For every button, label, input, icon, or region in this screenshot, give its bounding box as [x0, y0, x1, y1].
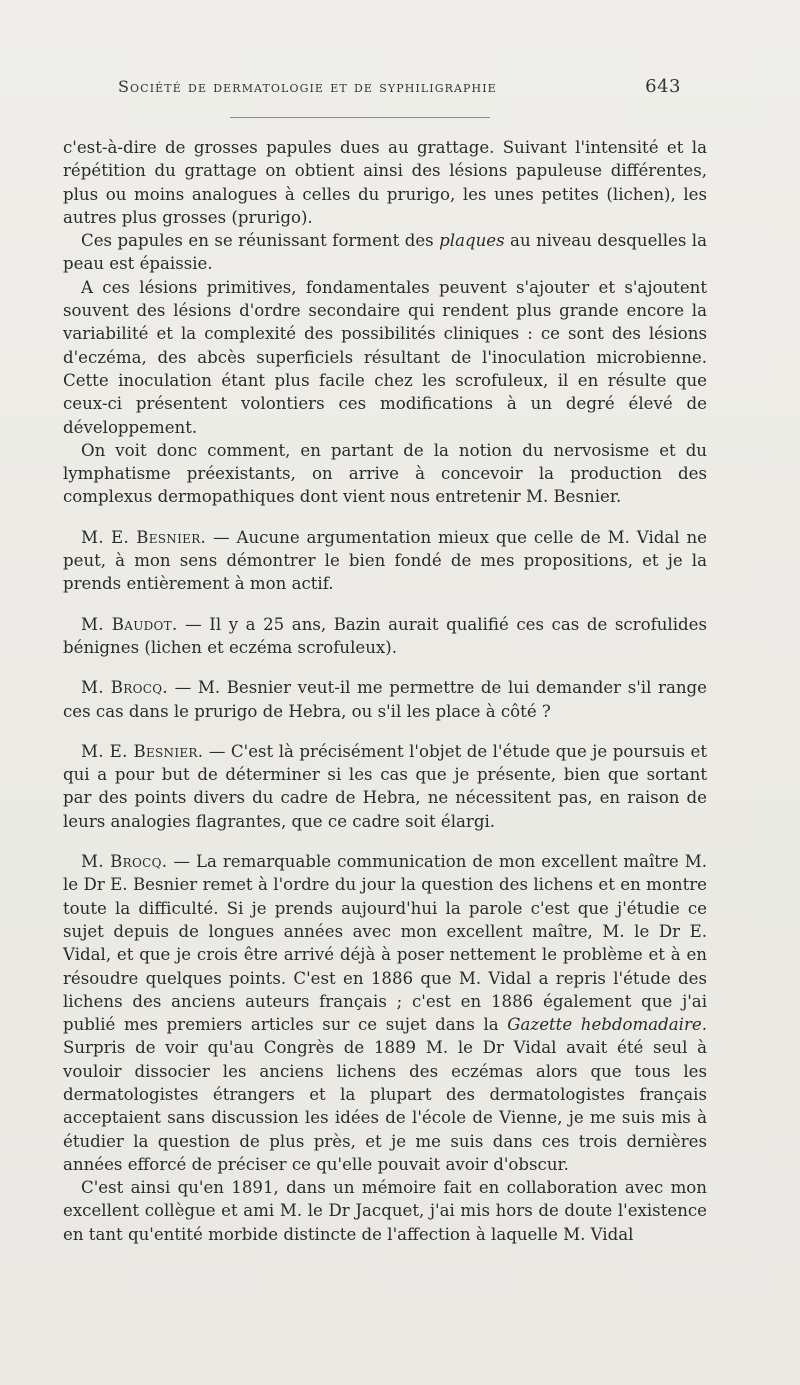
speech-besnier-1 — [63, 526, 707, 596]
paragraph-continuation: c'est-à-dire de grosses papules dues au grattage. Suivant l'intensité et la répétition du grattage on obtient ainsi des lésions papuleuse différentes, plus ou moins analogues à celles du prurigo, les unes petites (lichen), les autres plus grosses (prurigo). — [63, 138, 707, 227]
body-text — [63, 136, 707, 1246]
header-rule — [230, 117, 490, 118]
speaker-name: M. Baudot. — [81, 614, 178, 634]
paragraph-conclusion: On voit donc comment, en partant de la notion du nervosisme et du lymphatisme préexistants, on arrive à concevoir la production des complexus dermopathiques dont vient nous entretenir M. Besnier. — [63, 440, 707, 507]
page-number: 643 — [645, 76, 681, 97]
speech-text: — M. Besnier veut-il me permettre de lui demander s'il range ces cas dans le prurigo de Hebra, ou s'il les place à côté ? — [63, 678, 707, 721]
speech-baudot — [63, 613, 707, 660]
text-run: Ces papules en se réunissant forment des — [81, 231, 440, 251]
speech-text: . Surpris de voir qu'au Congrès de 1889 M. le Dr Vidal avait été seul à vouloir dissocier les anciens lichens des eczémas alors que tous les dermatologistes étrangers et la plupart des dermatologistes français acceptaient sans discussion les idées de l'école de Vienne, je me suis mis à étudier la question de plus près, et je me suis dans ces trois dernières années efforcé de préciser ce qu'elle pouvait avoir d'obscur. — [63, 1015, 707, 1174]
speech-text: — C'est là précisément l'objet de l'étude que je poursuis et qui a pour but de déterminer si les cas que je présente, bien que sortant par des points divers du cadre de Hebra, ne nécessitent pas, en raison de leurs analogies flagrantes, que ce cadre soit élargi. — [63, 741, 707, 831]
speaker-name: M. E. Besnier. — [81, 527, 207, 547]
speech-text: — Il y a 25 ans, Bazin aurait qualifié ces cas de scrofulides bénignes (lichen et eczéma scrofuleux). — [63, 614, 707, 657]
running-title: Société de dermatologie et de syphiligraphie — [118, 77, 497, 96]
paragraph-lesions: A ces lésions primitives, fondamentales peuvent s'ajouter et s'ajoutent souvent des lésions d'ordre secondaire qui rendent plus grande encore la variabilité et la complexité des possibilités cliniques : ce sont des lésions d'eczéma, des abcès superficiels résultant de l'inoculation microbienne. Cette inoculation étant plus facile chez les scrofuleux, il en résulte que ceux-ci présentent volontiers ces modifications à un degré élevé de développement. — [63, 277, 707, 437]
paragraph-1891: C'est ainsi qu'en 1891, dans un mémoire fait en collaboration avec mon excellent collègue et ami M. le Dr Jacquet, j'ai mis hors de doute l'existence en tant qu'entité morbide distincte de l'affection à laquelle M. Vidal — [63, 1178, 707, 1244]
speaker-name: M. Brocq. — [81, 678, 168, 698]
speaker-name: M. Brocq. — [81, 852, 168, 872]
speaker-name: M. E. Besnier. — [81, 741, 204, 761]
speech-brocq-1 — [63, 676, 707, 723]
running-header — [118, 76, 681, 97]
speech-brocq-2 — [63, 850, 707, 1176]
italic-term: plaques — [439, 231, 505, 251]
speech-besnier-2 — [63, 740, 707, 833]
speech-text: — La remarquable communication de mon excellent maître M. le Dr E. Besnier remet à l'ordre du jour la question des lichens et en montre toute la difficulté. Si je prends aujourd'hui la parole c'est que j'étudie ce sujet depuis de longues années avec mon excellent maître, M. le Dr E. Vidal, et que je crois être arrivé déjà à poser nettement le problème et à en résoudre quelques points. C'est en 1886 que M. Vidal a repris l'étude des lichens des anciens auteurs français ; c'est en 1886 également que j'ai publié mes premiers articles sur ce sujet dans la — [63, 852, 707, 1035]
text-run: au niveau desquelles la peau est épaissie. — [63, 231, 707, 274]
paragraph-plaques — [63, 229, 707, 276]
speech-text: — Aucune argumentation mieux que celle de M. Vidal ne peut, à mon sens démontrer le bien fondé de mes propositions, et je la prends entièrement à mon actif. — [63, 527, 707, 594]
journal-title: Gazette hebdomadaire — [507, 1015, 702, 1035]
